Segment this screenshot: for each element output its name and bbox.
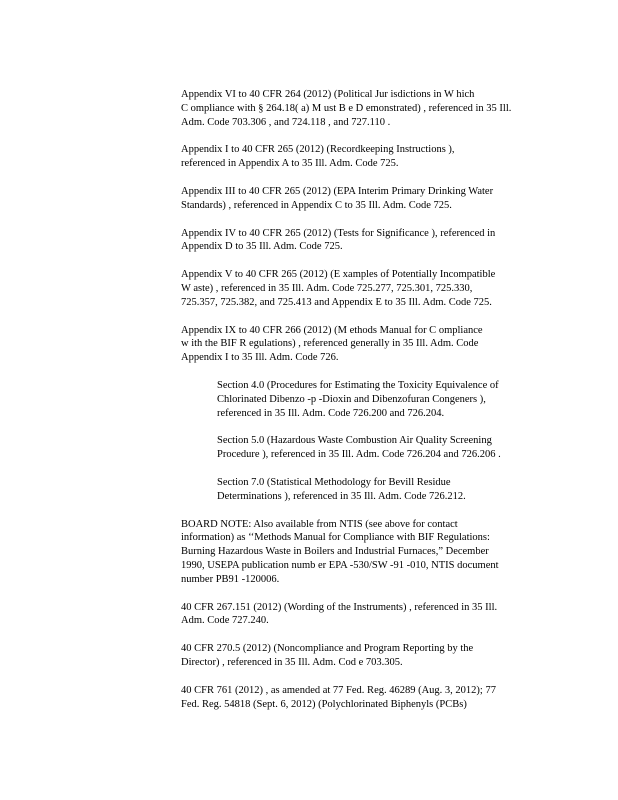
text-line: W aste) , referenced in 35 Ill. Adm. Code 725.277, 725.301, 725.330, bbox=[181, 282, 473, 294]
indented-paragraph bbox=[217, 434, 543, 462]
text-line: Section 4.0 (Procedures for Estimating the Toxicity Equivalence of bbox=[217, 379, 499, 391]
paragraph bbox=[181, 642, 543, 670]
text-line: C ompliance with § 264.18( a) M ust B e D emonstrated) , referenced in 35 Ill. bbox=[181, 102, 512, 114]
text-line: Appendix IX to 40 CFR 266 (2012) (M ethods Manual for C ompliance bbox=[181, 324, 483, 336]
text-line: Appendix I to 40 CFR 265 (2012) (Recordkeeping Instructions ), bbox=[181, 144, 455, 156]
text-line: 40 CFR 270.5 (2012) (Noncompliance and Program Reporting by the bbox=[181, 643, 474, 655]
paragraph bbox=[181, 227, 543, 255]
text-line: Appendix VI to 40 CFR 264 (2012) (Political Jur isdictions in W hich bbox=[181, 89, 475, 100]
text-line: information) as ‘‘Methods Manual for Compliance with BIF Regulations: bbox=[181, 532, 490, 544]
text-line: 725.357, 725.382, and 725.413 and Appendix E to 35 Ill. Adm. Code 725. bbox=[181, 296, 492, 308]
text-line: Appendix III to 40 CFR 265 (2012) (EPA Interim Primary Drinking Water bbox=[181, 185, 494, 197]
text-line: Section 5.0 (Hazardous Waste Combustion Air Quality Screening bbox=[217, 435, 492, 447]
text-line: Procedure ), referenced in 35 Ill. Adm. Code 726.204 and 726.206 . bbox=[217, 449, 501, 461]
document-body bbox=[181, 88, 543, 725]
text-line: 1990, USEPA publication numb er EPA -530/SW -91 -010, NTIS document bbox=[181, 559, 499, 571]
indented-paragraph bbox=[217, 379, 543, 420]
text-line: Adm. Code 703.306 , and 724.118 , and 727.110 . bbox=[181, 116, 391, 128]
text-line: Appendix IV to 40 CFR 265 (2012) (Tests for Significance ), referenced in bbox=[181, 227, 496, 239]
paragraph bbox=[181, 143, 543, 171]
text-line: Appendix I to 35 Ill. Adm. Code 726. bbox=[181, 352, 339, 364]
text-line: Section 7.0 (Statistical Methodology for Bevill Residue bbox=[217, 476, 451, 488]
paragraph bbox=[181, 601, 543, 629]
paragraph bbox=[181, 518, 543, 587]
text-line: referenced in 35 Ill. Adm. Code 726.200 and 726.204. bbox=[217, 407, 445, 419]
text-line: Burning Hazardous Waste in Boilers and Industrial Furnaces,” December bbox=[181, 546, 489, 558]
paragraph bbox=[181, 268, 543, 309]
text-line: BOARD NOTE: Also available from NTIS (see above for contact bbox=[181, 518, 458, 530]
paragraph bbox=[181, 185, 543, 213]
text-line: Appendix V to 40 CFR 265 (2012) (E xamples of Potentially Incompatible bbox=[181, 269, 496, 281]
text-line: w ith the BIF R egulations) , referenced generally in 35 Ill. Adm. Code bbox=[181, 338, 479, 350]
text-line: Chlorinated Dibenzo -p -Dioxin and Dibenzofuran Congeners ), bbox=[217, 393, 486, 405]
text-line: 40 CFR 267.151 (2012) (Wording of the Instruments) , referenced in 35 Ill. bbox=[181, 601, 498, 613]
text-line: Determinations ), referenced in 35 Ill. Adm. Code 726.212. bbox=[217, 490, 466, 502]
text-line: Fed. Reg. 54818 (Sept. 6, 2012) (Polychlorinated Biphenyls (PCBs) bbox=[181, 698, 467, 710]
text-line: referenced in Appendix A to 35 Ill. Adm. Code 725. bbox=[181, 158, 399, 170]
text-line: Appendix D to 35 Ill. Adm. Code 725. bbox=[181, 241, 343, 253]
text-line: Director) , referenced in 35 Ill. Adm. Cod e 703.305. bbox=[181, 656, 403, 668]
paragraph bbox=[181, 684, 543, 712]
text-line: Standards) , referenced in Appendix C to 35 Ill. Adm. Code 725. bbox=[181, 199, 452, 211]
paragraph bbox=[181, 324, 543, 365]
indented-paragraph bbox=[217, 476, 543, 504]
paragraph bbox=[181, 88, 543, 129]
text-line: number PB91 -120006. bbox=[181, 573, 280, 585]
text-line: Adm. Code 727.240. bbox=[181, 615, 269, 627]
text-line: 40 CFR 761 (2012) , as amended at 77 Fed. Reg. 46289 (Aug. 3, 2012); 77 bbox=[181, 684, 496, 696]
